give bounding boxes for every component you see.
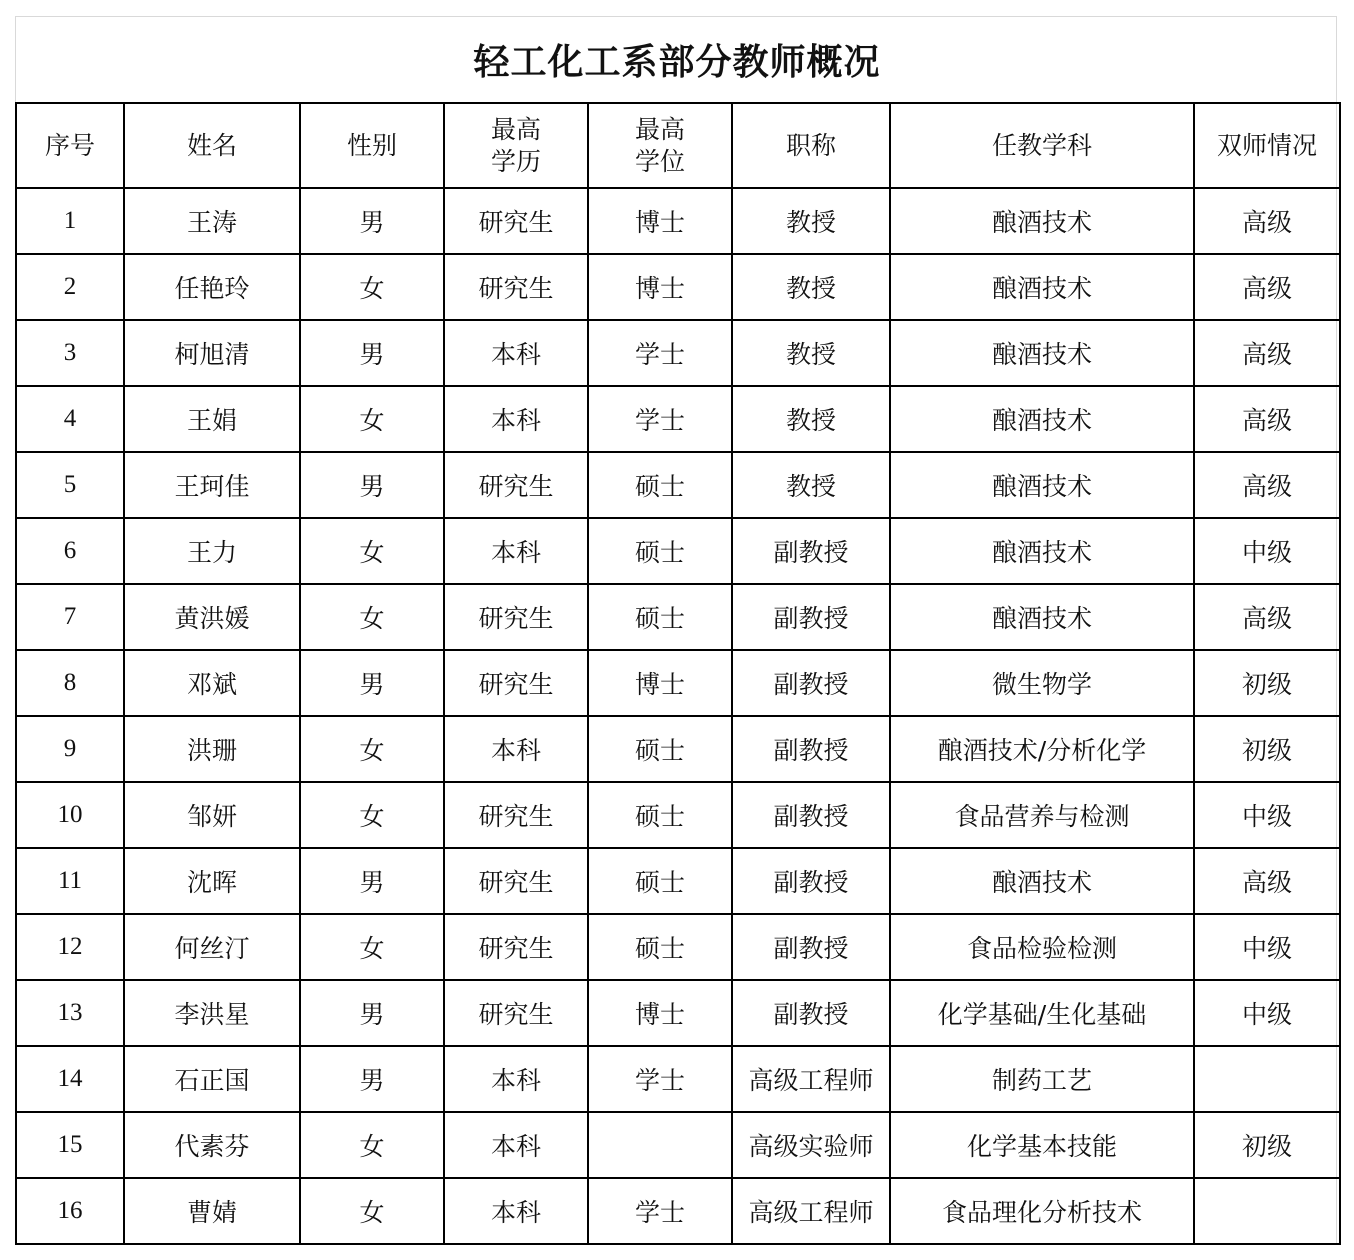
cell-subject: 食品营养与检测 xyxy=(890,782,1194,848)
cell-education: 本科 xyxy=(444,716,588,782)
cell-education: 本科 xyxy=(444,386,588,452)
cell-gender: 男 xyxy=(300,452,444,518)
cell-gender: 女 xyxy=(300,386,444,452)
cell-title: 副教授 xyxy=(732,584,890,650)
cell-gender: 男 xyxy=(300,848,444,914)
cell-dual: 高级 xyxy=(1194,386,1340,452)
cell-index: 16 xyxy=(16,1178,124,1244)
cell-index: 8 xyxy=(16,650,124,716)
table-row xyxy=(16,188,1340,254)
cell-subject: 化学基础/生化基础 xyxy=(890,980,1194,1046)
cell-subject: 食品理化分析技术 xyxy=(890,1178,1194,1244)
cell-title: 教授 xyxy=(732,452,890,518)
cell-name: 洪珊 xyxy=(124,716,300,782)
cell-subject: 酿酒技术 xyxy=(890,188,1194,254)
cell-subject: 酿酒技术 xyxy=(890,254,1194,320)
cell-title: 教授 xyxy=(732,320,890,386)
cell-name: 邓斌 xyxy=(124,650,300,716)
cell-education: 本科 xyxy=(444,1178,588,1244)
header-dual: 双师情况 xyxy=(1194,103,1340,188)
table-row xyxy=(16,320,1340,386)
cell-name: 王娟 xyxy=(124,386,300,452)
cell-degree: 博士 xyxy=(588,650,732,716)
cell-name: 王珂佳 xyxy=(124,452,300,518)
cell-gender: 男 xyxy=(300,320,444,386)
table-row xyxy=(16,914,1340,980)
cell-degree: 硕士 xyxy=(588,716,732,782)
cell-degree: 硕士 xyxy=(588,584,732,650)
table-row xyxy=(16,386,1340,452)
cell-degree: 博士 xyxy=(588,254,732,320)
cell-index: 3 xyxy=(16,320,124,386)
cell-name: 石正国 xyxy=(124,1046,300,1112)
table-row xyxy=(16,452,1340,518)
cell-index: 11 xyxy=(16,848,124,914)
cell-name: 黄洪媛 xyxy=(124,584,300,650)
page-title: 轻工化工系部分教师概况 xyxy=(473,41,881,83)
cell-name: 王涛 xyxy=(124,188,300,254)
cell-subject: 酿酒技术 xyxy=(890,518,1194,584)
cell-degree: 学士 xyxy=(588,320,732,386)
cell-dual: 高级 xyxy=(1194,452,1340,518)
cell-index: 7 xyxy=(16,584,124,650)
cell-name: 李洪星 xyxy=(124,980,300,1046)
cell-name: 沈晖 xyxy=(124,848,300,914)
header-education xyxy=(444,103,588,188)
cell-dual xyxy=(1194,1046,1340,1112)
cell-index: 9 xyxy=(16,716,124,782)
cell-name: 何丝汀 xyxy=(124,914,300,980)
cell-education: 研究生 xyxy=(444,188,588,254)
cell-name: 邹妍 xyxy=(124,782,300,848)
table-row xyxy=(16,716,1340,782)
cell-degree: 学士 xyxy=(588,386,732,452)
cell-title: 高级实验师 xyxy=(732,1112,890,1178)
cell-degree: 硕士 xyxy=(588,518,732,584)
cell-degree xyxy=(588,1112,732,1178)
cell-title: 教授 xyxy=(732,254,890,320)
cell-education: 研究生 xyxy=(444,452,588,518)
cell-index: 10 xyxy=(16,782,124,848)
cell-title: 副教授 xyxy=(732,650,890,716)
cell-gender: 女 xyxy=(300,914,444,980)
cell-subject: 酿酒技术 xyxy=(890,386,1194,452)
cell-index: 14 xyxy=(16,1046,124,1112)
cell-subject: 酿酒技术 xyxy=(890,320,1194,386)
cell-title: 副教授 xyxy=(732,914,890,980)
cell-index: 5 xyxy=(16,452,124,518)
cell-gender: 女 xyxy=(300,584,444,650)
table-row xyxy=(16,848,1340,914)
cell-dual: 高级 xyxy=(1194,848,1340,914)
cell-degree: 学士 xyxy=(588,1178,732,1244)
cell-subject: 酿酒技术 xyxy=(890,848,1194,914)
cell-title: 高级工程师 xyxy=(732,1046,890,1112)
header-name: 姓名 xyxy=(124,103,300,188)
cell-name: 曹婧 xyxy=(124,1178,300,1244)
cell-degree: 学士 xyxy=(588,1046,732,1112)
cell-title: 高级工程师 xyxy=(732,1178,890,1244)
cell-gender: 女 xyxy=(300,782,444,848)
header-title: 职称 xyxy=(732,103,890,188)
cell-subject: 酿酒技术/分析化学 xyxy=(890,716,1194,782)
header-degree-line1: 最高 xyxy=(634,114,685,144)
cell-education: 本科 xyxy=(444,1046,588,1112)
table-row xyxy=(16,1178,1340,1244)
header-education-line2: 学历 xyxy=(490,146,541,176)
cell-index: 4 xyxy=(16,386,124,452)
cell-dual: 中级 xyxy=(1194,980,1340,1046)
cell-education: 研究生 xyxy=(444,782,588,848)
cell-education: 研究生 xyxy=(444,980,588,1046)
table-row xyxy=(16,782,1340,848)
cell-dual: 高级 xyxy=(1194,320,1340,386)
cell-education: 本科 xyxy=(444,320,588,386)
cell-dual: 中级 xyxy=(1194,914,1340,980)
cell-title: 副教授 xyxy=(732,518,890,584)
cell-dual: 中级 xyxy=(1194,782,1340,848)
cell-education: 本科 xyxy=(444,518,588,584)
cell-degree: 硕士 xyxy=(588,452,732,518)
cell-education: 本科 xyxy=(444,1112,588,1178)
teacher-table xyxy=(15,102,1341,1245)
cell-gender: 女 xyxy=(300,518,444,584)
cell-title: 教授 xyxy=(732,386,890,452)
cell-index: 6 xyxy=(16,518,124,584)
cell-name: 王力 xyxy=(124,518,300,584)
cell-degree: 硕士 xyxy=(588,782,732,848)
cell-name: 任艳玲 xyxy=(124,254,300,320)
cell-degree: 硕士 xyxy=(588,914,732,980)
cell-dual: 高级 xyxy=(1194,254,1340,320)
cell-index: 15 xyxy=(16,1112,124,1178)
table-row xyxy=(16,1112,1340,1178)
cell-gender: 女 xyxy=(300,254,444,320)
cell-title: 教授 xyxy=(732,188,890,254)
cell-index: 2 xyxy=(16,254,124,320)
cell-dual: 初级 xyxy=(1194,650,1340,716)
cell-title: 副教授 xyxy=(732,716,890,782)
cell-dual: 高级 xyxy=(1194,188,1340,254)
cell-gender: 男 xyxy=(300,650,444,716)
table-row xyxy=(16,980,1340,1046)
cell-dual: 高级 xyxy=(1194,584,1340,650)
table-row xyxy=(16,650,1340,716)
table-row xyxy=(16,584,1340,650)
cell-name: 代素芬 xyxy=(124,1112,300,1178)
cell-education: 研究生 xyxy=(444,254,588,320)
table-row xyxy=(16,254,1340,320)
cell-gender: 男 xyxy=(300,188,444,254)
cell-dual: 初级 xyxy=(1194,1112,1340,1178)
cell-education: 研究生 xyxy=(444,848,588,914)
cell-subject: 酿酒技术 xyxy=(890,584,1194,650)
cell-subject: 食品检验检测 xyxy=(890,914,1194,980)
cell-name: 柯旭清 xyxy=(124,320,300,386)
cell-title: 副教授 xyxy=(732,782,890,848)
table-body xyxy=(16,188,1340,1244)
cell-index: 12 xyxy=(16,914,124,980)
cell-gender: 女 xyxy=(300,1178,444,1244)
cell-dual xyxy=(1194,1178,1340,1244)
header-education-line1: 最高 xyxy=(490,114,541,144)
cell-gender: 女 xyxy=(300,1112,444,1178)
header-index: 序号 xyxy=(16,103,124,188)
cell-degree: 博士 xyxy=(588,188,732,254)
table-row xyxy=(16,518,1340,584)
cell-degree: 硕士 xyxy=(588,848,732,914)
cell-gender: 女 xyxy=(300,716,444,782)
cell-subject: 酿酒技术 xyxy=(890,452,1194,518)
cell-education: 研究生 xyxy=(444,914,588,980)
header-row xyxy=(16,103,1340,188)
cell-subject: 制药工艺 xyxy=(890,1046,1194,1112)
cell-dual: 初级 xyxy=(1194,716,1340,782)
cell-subject: 微生物学 xyxy=(890,650,1194,716)
cell-education: 研究生 xyxy=(444,650,588,716)
cell-title: 副教授 xyxy=(732,980,890,1046)
cell-gender: 男 xyxy=(300,1046,444,1112)
cell-title: 副教授 xyxy=(732,848,890,914)
cell-subject: 化学基本技能 xyxy=(890,1112,1194,1178)
cell-dual: 中级 xyxy=(1194,518,1340,584)
cell-education: 研究生 xyxy=(444,584,588,650)
header-subject: 任教学科 xyxy=(890,103,1194,188)
table-row xyxy=(16,1046,1340,1112)
cell-index: 13 xyxy=(16,980,124,1046)
cell-degree: 博士 xyxy=(588,980,732,1046)
cell-index: 1 xyxy=(16,188,124,254)
cell-gender: 男 xyxy=(300,980,444,1046)
header-gender: 性别 xyxy=(300,103,444,188)
header-degree-line2: 学位 xyxy=(634,146,685,176)
header-degree xyxy=(588,103,732,188)
